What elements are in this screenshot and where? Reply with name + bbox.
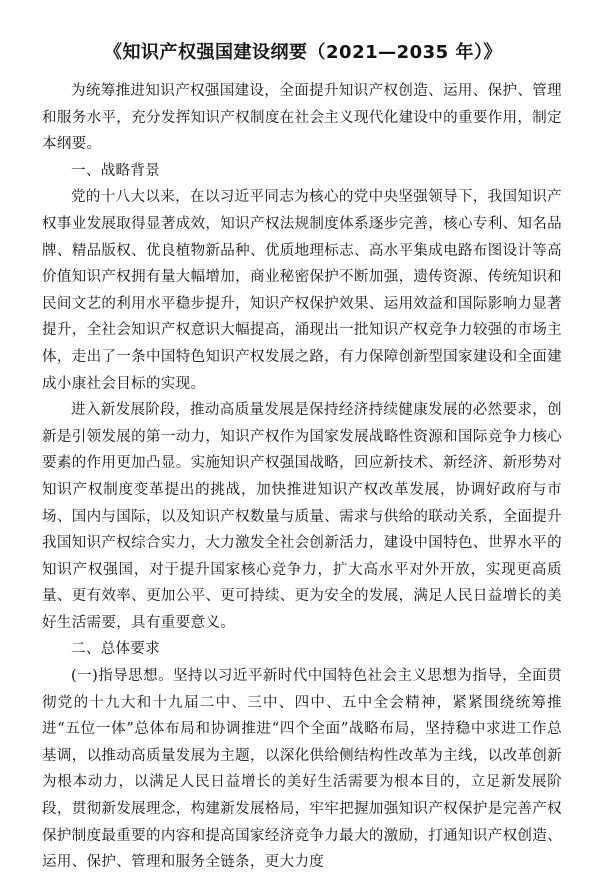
section-heading-general-requirements: 二、总体要求 (71, 641, 161, 658)
section-heading-strategic-background: 一、战略背景 (71, 162, 161, 179)
body-paragraph: 进入新发展阶段，推动高质量发展是保持经济持续健康发展的必然要求，创新是引领发展的第一动力，知识产权作为国家发展战略性资源和国际竞争力核心要素的作用更加凸显。实施知识产权强国战略，回应新技术、新经济、新形势对知识产权制度变革提出的挑战，加快推进知识产权改革发展，协调好政府与市场、国内与国际，以及知识产权数量与质量、需求与供给的联动关系，全面提升我国知识产权综合实力，大力激发全社会创新活力，建设中国特色、世界水平的知识产权强国，对于提升国家核心竞争力，扩大高水平对外开放，实现更高质量、更有效率、更加公平、更可持续、更为安全的发展，满足人民日益增长的美好生活需要，具有重要意义。 (42, 402, 562, 631)
document-body (42, 78, 562, 876)
body-paragraph: 党的十八大以来，在以习近平同志为核心的党中央坚强领导下，我国知识产权事业发展取得显著成效，知识产权法规制度体系逐步完善，核心专利、知名品牌、精品版权、优良植物新品种、优质地理标志、高水平集成电路布图设计等高价值知识产权拥有量大幅增加，商业秘密保护不断加强，遗传资源、传统知识和民间文艺的利用水平稳步提升，知识产权保护效果、运用效益和国际影响力显著提升，全社会知识产权意识大幅提高，涌现出一批知识产权竞争力较强的市场主体，走出了一条中国特色知识产权发展之路，有力保障创新型国家建设和全面建成小康社会目标的实现。 (42, 189, 562, 392)
intro-paragraph: 为统筹推进知识产权强国建设，全面提升知识产权创造、运用、保护、管理和服务水平，充分发挥知识产权制度在社会主义现代化建设中的重要作用，制定本纲要。 (42, 83, 562, 153)
document-title: 《知识产权强国建设纲要（2021—2035 年）》 (104, 42, 502, 63)
body-paragraph: (一)指导思想。坚持以习近平新时代中国特色社会主义思想为指导，全面贯彻党的十九大和十九届二中、三中、四中、五中全会精神，紧紧围绕统筹推进“五位一体”总体布局和协调推进“四个全面”战略布局，坚持稳中求进工作总基调，以推动高质量发展为主题，以深化供给侧结构性改革为主线，以改革创新为根本动力，以满足人民日益增长的美好生活需要为根本目的，立足新发展阶段，贯彻新发展理念，构建新发展格局，牢牢把握加强知识产权保护是完善产权保护制度最重要的内容和提高国家经济竞争力最大的激励，打通知识产权创造、运用、保护、管理和服务全链条，更大力度 (42, 668, 562, 871)
